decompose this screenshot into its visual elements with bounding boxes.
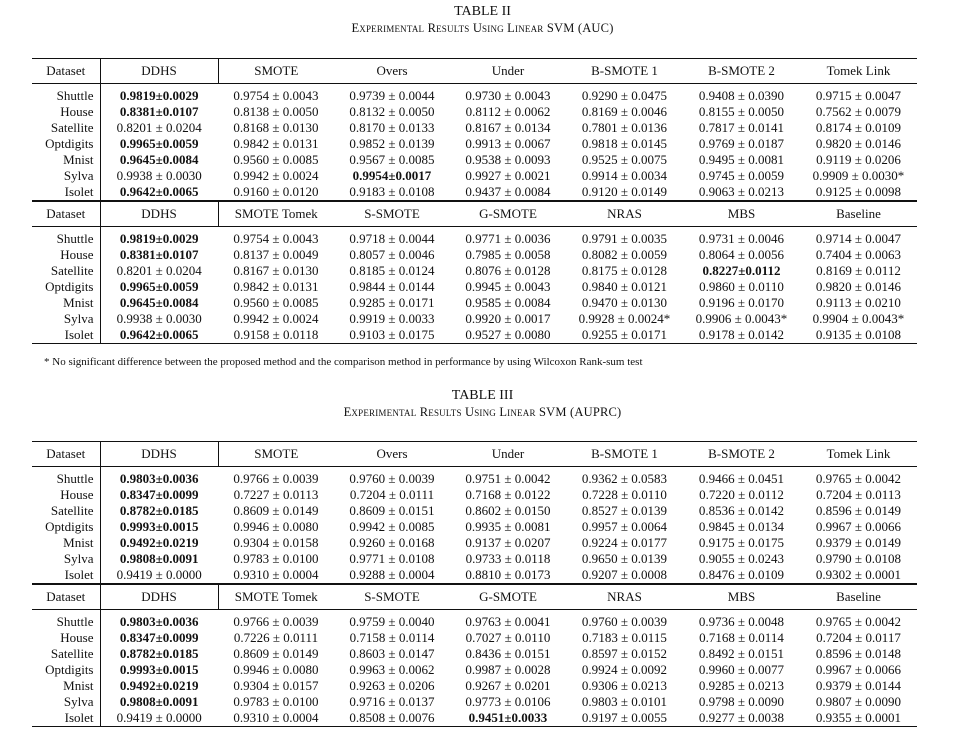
result-cell: 0.9938 ± 0.0030 xyxy=(116,168,202,183)
dataset-name: Isolet xyxy=(32,327,100,344)
result-cell: 0.9277 ± 0.0038 xyxy=(683,710,800,727)
result-cell: 0.9820 ± 0.0146 xyxy=(815,136,902,151)
result-cell: 0.9820 ± 0.0146 xyxy=(815,279,902,294)
result-cell: 0.7220 ± 0.0112 xyxy=(699,487,784,502)
result-cell: 0.8169 ± 0.0112 xyxy=(816,263,901,278)
result-cell: 0.9920 ± 0.0017 xyxy=(465,311,551,326)
result-cell: 0.9650 ± 0.0139 xyxy=(581,551,668,566)
result-cell: 0.8536 ± 0.0142 xyxy=(698,503,785,518)
result-cell: 0.9945 ± 0.0043 xyxy=(465,279,551,294)
column-header: Overs xyxy=(334,442,450,467)
result-cell: 0.7168 ± 0.0122 xyxy=(465,487,551,502)
column-header: B-SMOTE 1 xyxy=(566,442,683,467)
result-cell: 0.9495 ± 0.0081 xyxy=(698,152,785,167)
result-cell: 0.8508 ± 0.0076 xyxy=(334,710,450,727)
table-row xyxy=(32,295,917,311)
table-row xyxy=(32,327,917,344)
column-header: Dataset xyxy=(32,442,100,467)
result-cell: 0.9766 ± 0.0039 xyxy=(218,610,334,631)
table-row xyxy=(32,535,917,551)
dataset-name: Isolet xyxy=(32,184,100,201)
result-cell: 0.9909 ± 0.0030* xyxy=(812,168,905,183)
table-row xyxy=(32,551,917,567)
result-cell: 0.8347±0.0099 xyxy=(119,630,199,645)
dataset-name: Shuttle xyxy=(32,227,100,248)
table-row xyxy=(32,467,917,488)
result-cell: 0.9466 ± 0.0451 xyxy=(683,467,800,488)
dataset-name: Mnist xyxy=(32,535,100,551)
table-row xyxy=(32,678,917,694)
result-cell: 0.8112 ± 0.0062 xyxy=(465,104,551,119)
result-cell: 0.9754 ± 0.0043 xyxy=(218,84,334,105)
table-3 xyxy=(32,441,917,727)
result-cell: 0.9538 ± 0.0093 xyxy=(465,152,551,167)
result-cell: 0.9783 ± 0.0100 xyxy=(233,551,319,566)
result-cell: 0.9642±0.0065 xyxy=(100,327,218,344)
dataset-name: Sylva xyxy=(32,311,100,327)
result-cell: 0.9860 ± 0.0110 xyxy=(699,279,784,294)
result-cell: 0.9492±0.0219 xyxy=(119,678,199,693)
result-cell: 0.7817 ± 0.0141 xyxy=(698,120,785,135)
result-cell: 0.9928 ± 0.0024* xyxy=(578,311,671,326)
result-cell: 0.8597 ± 0.0152 xyxy=(581,646,668,661)
result-cell: 0.9808±0.0091 xyxy=(119,551,199,566)
result-cell: 0.9063 ± 0.0213 xyxy=(698,184,785,199)
result-cell: 0.9125 ± 0.0098 xyxy=(815,184,902,199)
result-cell: 0.9842 ± 0.0131 xyxy=(233,136,319,151)
result-cell: 0.9803±0.0036 xyxy=(100,467,218,488)
dataset-name: Sylva xyxy=(32,694,100,710)
column-header: SMOTE xyxy=(218,59,334,84)
column-header: B-SMOTE 2 xyxy=(683,59,800,84)
result-cell: 0.9904 ± 0.0043* xyxy=(812,311,905,326)
result-cell: 0.9585 ± 0.0084 xyxy=(465,295,551,310)
result-cell: 0.9263 ± 0.0206 xyxy=(349,678,435,693)
column-header: Tomek Link xyxy=(800,442,917,467)
result-cell: 0.8082 ± 0.0059 xyxy=(581,247,668,262)
column-header: NRAS xyxy=(566,584,683,610)
table-row xyxy=(32,184,917,201)
result-cell: 0.9135 ± 0.0108 xyxy=(800,327,917,344)
result-cell: 0.9304 ± 0.0158 xyxy=(233,535,319,550)
result-cell: 0.9310 ± 0.0004 xyxy=(233,567,319,582)
dataset-name: House xyxy=(32,487,100,503)
table-row xyxy=(32,694,917,710)
dataset-name: House xyxy=(32,247,100,263)
table-row xyxy=(32,227,917,248)
result-cell: 0.9379 ± 0.0149 xyxy=(815,535,902,550)
table-row xyxy=(32,136,917,152)
table-row xyxy=(32,503,917,519)
result-cell: 0.8603 ± 0.0147 xyxy=(349,646,435,661)
result-cell: 0.7168 ± 0.0114 xyxy=(699,630,784,645)
result-cell: 0.7158 ± 0.0114 xyxy=(349,630,435,645)
dataset-name: House xyxy=(32,104,100,120)
result-cell: 0.8174 ± 0.0109 xyxy=(815,120,902,135)
result-cell: 0.7801 ± 0.0136 xyxy=(581,120,668,135)
result-cell: 0.9967 ± 0.0066 xyxy=(815,662,902,677)
result-cell: 0.8076 ± 0.0128 xyxy=(465,263,551,278)
result-cell: 0.9260 ± 0.0168 xyxy=(349,535,435,550)
result-cell: 0.8609 ± 0.0149 xyxy=(233,503,319,518)
result-cell: 0.9919 ± 0.0033 xyxy=(349,311,435,326)
result-cell: 0.9120 ± 0.0149 xyxy=(581,184,668,199)
result-cell: 0.9852 ± 0.0139 xyxy=(349,136,435,151)
header-row xyxy=(32,584,917,610)
table-row xyxy=(32,104,917,120)
result-cell: 0.9942 ± 0.0024 xyxy=(233,311,319,326)
dataset-name: Mnist xyxy=(32,295,100,311)
result-cell: 0.9642±0.0065 xyxy=(119,184,199,199)
table-row xyxy=(32,168,917,184)
result-cell: 0.7226 ± 0.0111 xyxy=(233,630,319,645)
result-cell: 0.9379 ± 0.0144 xyxy=(815,678,902,693)
column-header: B-SMOTE 2 xyxy=(683,442,800,467)
table-row xyxy=(32,646,917,662)
result-cell: 0.9790 ± 0.0108 xyxy=(815,551,902,566)
result-cell: 0.8132 ± 0.0050 xyxy=(349,104,435,119)
result-cell: 0.9803±0.0036 xyxy=(100,610,218,631)
result-cell: 0.9733 ± 0.0118 xyxy=(465,551,551,566)
column-header: SMOTE Tomek xyxy=(218,584,334,610)
table-row xyxy=(32,630,917,646)
dataset-name: Isolet xyxy=(32,567,100,584)
result-cell: 0.8436 ± 0.0151 xyxy=(465,646,551,661)
result-cell: 0.9942 ± 0.0024 xyxy=(233,168,319,183)
table-row xyxy=(32,487,917,503)
result-cell: 0.9285 ± 0.0213 xyxy=(698,678,785,693)
result-cell: 0.9197 ± 0.0055 xyxy=(566,710,683,727)
result-cell: 0.9967 ± 0.0066 xyxy=(815,519,902,534)
result-cell: 0.9845 ± 0.0134 xyxy=(698,519,785,534)
result-cell: 0.8782±0.0185 xyxy=(119,646,199,661)
table-row xyxy=(32,311,917,327)
dataset-name: Satellite xyxy=(32,263,100,279)
header-row xyxy=(32,442,917,467)
result-cell: 0.9302 ± 0.0001 xyxy=(815,567,902,582)
result-cell: 0.9771 ± 0.0108 xyxy=(349,551,435,566)
table-2-title: Experimental Results Using Linear SVM (AUC) xyxy=(351,21,614,35)
result-cell: 0.9113 ± 0.0210 xyxy=(816,295,901,310)
column-header: B-SMOTE 1 xyxy=(566,59,683,84)
result-cell: 0.8167 ± 0.0130 xyxy=(233,263,319,278)
result-cell: 0.9803 ± 0.0101 xyxy=(581,694,668,709)
dataset-name: Shuttle xyxy=(32,467,100,488)
result-cell: 0.9760 ± 0.0039 xyxy=(566,610,683,631)
result-cell: 0.9807 ± 0.0090 xyxy=(815,694,902,709)
result-cell: 0.8168 ± 0.0130 xyxy=(233,120,319,135)
result-cell: 0.9224 ± 0.0177 xyxy=(581,535,668,550)
table-row xyxy=(32,662,917,678)
result-cell: 0.9963 ± 0.0062 xyxy=(349,662,435,677)
table-row xyxy=(32,84,917,105)
result-cell: 0.9954±0.0017 xyxy=(352,168,432,183)
result-cell: 0.9987 ± 0.0028 xyxy=(465,662,551,677)
result-cell: 0.9993±0.0015 xyxy=(119,662,199,677)
result-cell: 0.9771 ± 0.0036 xyxy=(450,227,566,248)
table-3-title: Experimental Results Using Linear SVM (AUPRC) xyxy=(343,405,622,419)
result-cell: 0.9759 ± 0.0040 xyxy=(334,610,450,631)
result-cell: 0.9527 ± 0.0080 xyxy=(450,327,566,344)
result-cell: 0.9560 ± 0.0085 xyxy=(233,152,319,167)
dataset-name: Satellite xyxy=(32,120,100,136)
result-cell: 0.9408 ± 0.0390 xyxy=(683,84,800,105)
result-cell: 0.7404 ± 0.0063 xyxy=(815,247,902,262)
result-cell: 0.9957 ± 0.0064 xyxy=(581,519,668,534)
result-cell: 0.9137 ± 0.0207 xyxy=(465,535,551,550)
result-cell: 0.9560 ± 0.0085 xyxy=(233,295,319,310)
result-cell: 0.8201 ± 0.0204 xyxy=(116,120,202,135)
dataset-name: Sylva xyxy=(32,168,100,184)
result-cell: 0.9927 ± 0.0021 xyxy=(465,168,551,183)
result-cell: 0.9791 ± 0.0035 xyxy=(566,227,683,248)
result-cell: 0.7183 ± 0.0115 xyxy=(582,630,667,645)
dataset-name: Optdigits xyxy=(32,662,100,678)
result-cell: 0.8227±0.0112 xyxy=(702,263,781,278)
result-cell: 0.8185 ± 0.0124 xyxy=(349,263,435,278)
header-row xyxy=(32,201,917,227)
dataset-name: Mnist xyxy=(32,678,100,694)
column-header: DDHS xyxy=(100,442,218,467)
result-cell: 0.9942 ± 0.0085 xyxy=(349,519,435,534)
dataset-name: Satellite xyxy=(32,646,100,662)
result-cell: 0.9993±0.0015 xyxy=(119,519,199,534)
result-cell: 0.8169 ± 0.0046 xyxy=(581,104,668,119)
result-cell: 0.9769 ± 0.0187 xyxy=(698,136,785,151)
result-cell: 0.9175 ± 0.0175 xyxy=(698,535,785,550)
result-cell: 0.8810 ± 0.0173 xyxy=(465,567,551,582)
column-header: Baseline xyxy=(800,584,917,610)
result-cell: 0.7027 ± 0.0110 xyxy=(465,630,551,645)
result-cell: 0.9714 ± 0.0047 xyxy=(800,227,917,248)
result-cell: 0.9736 ± 0.0048 xyxy=(683,610,800,631)
result-cell: 0.9754 ± 0.0043 xyxy=(218,227,334,248)
table-row xyxy=(32,247,917,263)
table-3-number: TABLE III xyxy=(451,388,514,403)
result-cell: 0.9492±0.0219 xyxy=(119,535,199,550)
result-cell: 0.9645±0.0084 xyxy=(119,295,199,310)
result-cell: 0.9765 ± 0.0042 xyxy=(800,467,917,488)
dataset-name: Mnist xyxy=(32,152,100,168)
result-cell: 0.9178 ± 0.0142 xyxy=(683,327,800,344)
result-cell: 0.9055 ± 0.0243 xyxy=(698,551,785,566)
table-row xyxy=(32,710,917,727)
result-cell: 0.9306 ± 0.0213 xyxy=(581,678,668,693)
result-cell: 0.9946 ± 0.0080 xyxy=(233,519,319,534)
column-header: Dataset xyxy=(32,201,100,227)
result-cell: 0.7204 ± 0.0117 xyxy=(816,630,901,645)
result-cell: 0.9760 ± 0.0039 xyxy=(334,467,450,488)
result-cell: 0.9288 ± 0.0004 xyxy=(349,567,435,582)
column-header: S-SMOTE xyxy=(334,584,450,610)
dataset-name: Optdigits xyxy=(32,136,100,152)
column-header: Tomek Link xyxy=(800,59,917,84)
result-cell: 0.9745 ± 0.0059 xyxy=(698,168,785,183)
column-header: Under xyxy=(450,59,566,84)
result-cell: 0.9819±0.0029 xyxy=(100,227,218,248)
result-cell: 0.9470 ± 0.0130 xyxy=(581,295,668,310)
column-header: SMOTE xyxy=(218,442,334,467)
result-cell: 0.8602 ± 0.0150 xyxy=(465,503,551,518)
result-cell: 0.8609 ± 0.0151 xyxy=(349,503,435,518)
header-row xyxy=(32,59,917,84)
result-cell: 0.8175 ± 0.0128 xyxy=(581,263,668,278)
column-header: G-SMOTE xyxy=(450,584,566,610)
result-cell: 0.8137 ± 0.0049 xyxy=(233,247,319,262)
column-header: S-SMOTE xyxy=(334,201,450,227)
dataset-name: Optdigits xyxy=(32,519,100,535)
result-cell: 0.8476 ± 0.0109 xyxy=(698,567,785,582)
table-row xyxy=(32,567,917,584)
result-cell: 0.9290 ± 0.0475 xyxy=(566,84,683,105)
result-cell: 0.9355 ± 0.0001 xyxy=(800,710,917,727)
result-cell: 0.8527 ± 0.0139 xyxy=(581,503,668,518)
result-cell: 0.8381±0.0107 xyxy=(119,104,199,119)
result-cell: 0.7227 ± 0.0113 xyxy=(233,487,319,502)
result-cell: 0.8609 ± 0.0149 xyxy=(233,646,319,661)
table-row xyxy=(32,120,917,136)
result-cell: 0.8170 ± 0.0133 xyxy=(349,120,435,135)
result-cell: 0.8057 ± 0.0046 xyxy=(349,247,435,262)
result-cell: 0.9818 ± 0.0145 xyxy=(581,136,668,151)
result-cell: 0.9731 ± 0.0046 xyxy=(683,227,800,248)
result-cell: 0.9840 ± 0.0121 xyxy=(581,279,668,294)
column-header: DDHS xyxy=(100,201,218,227)
result-cell: 0.9938 ± 0.0030 xyxy=(116,311,202,326)
result-cell: 0.9451±0.0033 xyxy=(450,710,566,727)
result-cell: 0.9267 ± 0.0201 xyxy=(465,678,551,693)
result-cell: 0.8596 ± 0.0148 xyxy=(815,646,902,661)
result-cell: 0.8596 ± 0.0149 xyxy=(815,503,902,518)
result-cell: 0.9255 ± 0.0171 xyxy=(566,327,683,344)
result-cell: 0.9913 ± 0.0067 xyxy=(465,136,551,151)
result-cell: 0.9906 ± 0.0043* xyxy=(695,311,788,326)
result-cell: 0.8138 ± 0.0050 xyxy=(233,104,319,119)
dataset-name: Shuttle xyxy=(32,610,100,631)
dataset-name: Satellite xyxy=(32,503,100,519)
result-cell: 0.9766 ± 0.0039 xyxy=(218,467,334,488)
result-cell: 0.9419 ± 0.0000 xyxy=(100,710,218,727)
result-cell: 0.9739 ± 0.0044 xyxy=(334,84,450,105)
result-cell: 0.7228 ± 0.0110 xyxy=(582,487,667,502)
result-cell: 0.9751 ± 0.0042 xyxy=(450,467,566,488)
result-cell: 0.9567 ± 0.0085 xyxy=(349,152,435,167)
column-header: G-SMOTE xyxy=(450,201,566,227)
result-cell: 0.8167 ± 0.0134 xyxy=(465,120,551,135)
table-2-number: TABLE II xyxy=(454,4,511,19)
result-cell: 0.9765 ± 0.0042 xyxy=(800,610,917,631)
result-cell: 0.9207 ± 0.0008 xyxy=(581,567,668,582)
result-cell: 0.9924 ± 0.0092 xyxy=(581,662,668,677)
table-row xyxy=(32,610,917,631)
result-cell: 0.9718 ± 0.0044 xyxy=(334,227,450,248)
result-cell: 0.9763 ± 0.0041 xyxy=(450,610,566,631)
result-cell: 0.9419 ± 0.0000 xyxy=(116,567,202,582)
result-cell: 0.9946 ± 0.0080 xyxy=(233,662,319,677)
result-cell: 0.9645±0.0084 xyxy=(119,152,199,167)
result-cell: 0.8155 ± 0.0050 xyxy=(698,104,785,119)
result-cell: 0.9119 ± 0.0206 xyxy=(816,152,901,167)
table-row xyxy=(32,152,917,168)
result-cell: 0.9819±0.0029 xyxy=(100,84,218,105)
result-cell: 0.9730 ± 0.0043 xyxy=(450,84,566,105)
result-cell: 0.9362 ± 0.0583 xyxy=(566,467,683,488)
result-cell: 0.9798 ± 0.0090 xyxy=(698,694,785,709)
result-cell: 0.9965±0.0059 xyxy=(119,279,199,294)
result-cell: 0.9844 ± 0.0144 xyxy=(349,279,435,294)
result-cell: 0.9310 ± 0.0004 xyxy=(218,710,334,727)
table-row xyxy=(32,279,917,295)
result-cell: 0.8064 ± 0.0056 xyxy=(698,247,785,262)
result-cell: 0.9103 ± 0.0175 xyxy=(334,327,450,344)
table-2-footnote: * No significant difference between the proposed method and the comparison method in performance by using Wilcoxon Rank-sum test xyxy=(44,356,643,368)
dataset-name: House xyxy=(32,630,100,646)
result-cell: 0.9158 ± 0.0118 xyxy=(218,327,334,344)
column-header: MBS xyxy=(683,584,800,610)
result-cell: 0.9715 ± 0.0047 xyxy=(800,84,917,105)
table-row xyxy=(32,519,917,535)
result-cell: 0.8782±0.0185 xyxy=(119,503,199,518)
column-header: MBS xyxy=(683,201,800,227)
result-cell: 0.9285 ± 0.0171 xyxy=(349,295,435,310)
result-cell: 0.7204 ± 0.0113 xyxy=(816,487,901,502)
dataset-name: Optdigits xyxy=(32,279,100,295)
result-cell: 0.7204 ± 0.0111 xyxy=(349,487,435,502)
result-cell: 0.9842 ± 0.0131 xyxy=(233,279,319,294)
result-cell: 0.8492 ± 0.0151 xyxy=(698,646,785,661)
column-header: Under xyxy=(450,442,566,467)
column-header: DDHS xyxy=(100,584,218,610)
dataset-name: Sylva xyxy=(32,551,100,567)
result-cell: 0.9914 ± 0.0034 xyxy=(581,168,668,183)
result-cell: 0.9525 ± 0.0075 xyxy=(581,152,668,167)
result-cell: 0.9196 ± 0.0170 xyxy=(698,295,785,310)
result-cell: 0.9437 ± 0.0084 xyxy=(465,184,551,199)
dataset-name: Isolet xyxy=(32,710,100,727)
column-header: Dataset xyxy=(32,584,100,610)
result-cell: 0.9808±0.0091 xyxy=(119,694,199,709)
result-cell: 0.9160 ± 0.0120 xyxy=(233,184,319,199)
result-cell: 0.9304 ± 0.0157 xyxy=(233,678,319,693)
column-header: NRAS xyxy=(566,201,683,227)
column-header: Overs xyxy=(334,59,450,84)
dataset-name: Shuttle xyxy=(32,84,100,105)
result-cell: 0.7985 ± 0.0058 xyxy=(465,247,551,262)
result-cell: 0.9935 ± 0.0081 xyxy=(465,519,551,534)
result-cell: 0.9783 ± 0.0100 xyxy=(233,694,319,709)
result-cell: 0.9716 ± 0.0137 xyxy=(349,694,435,709)
result-cell: 0.9183 ± 0.0108 xyxy=(349,184,435,199)
table-2 xyxy=(32,58,917,344)
result-cell: 0.7562 ± 0.0079 xyxy=(815,104,902,119)
result-cell: 0.8347±0.0099 xyxy=(119,487,199,502)
column-header: SMOTE Tomek xyxy=(218,201,334,227)
result-cell: 0.8201 ± 0.0204 xyxy=(116,263,202,278)
result-cell: 0.8381±0.0107 xyxy=(119,247,199,262)
table-row xyxy=(32,263,917,279)
result-cell: 0.9773 ± 0.0106 xyxy=(465,694,551,709)
column-header: Baseline xyxy=(800,201,917,227)
result-cell: 0.9965±0.0059 xyxy=(119,136,199,151)
column-header: DDHS xyxy=(100,59,218,84)
result-cell: 0.9960 ± 0.0077 xyxy=(698,662,785,677)
column-header: Dataset xyxy=(32,59,100,84)
